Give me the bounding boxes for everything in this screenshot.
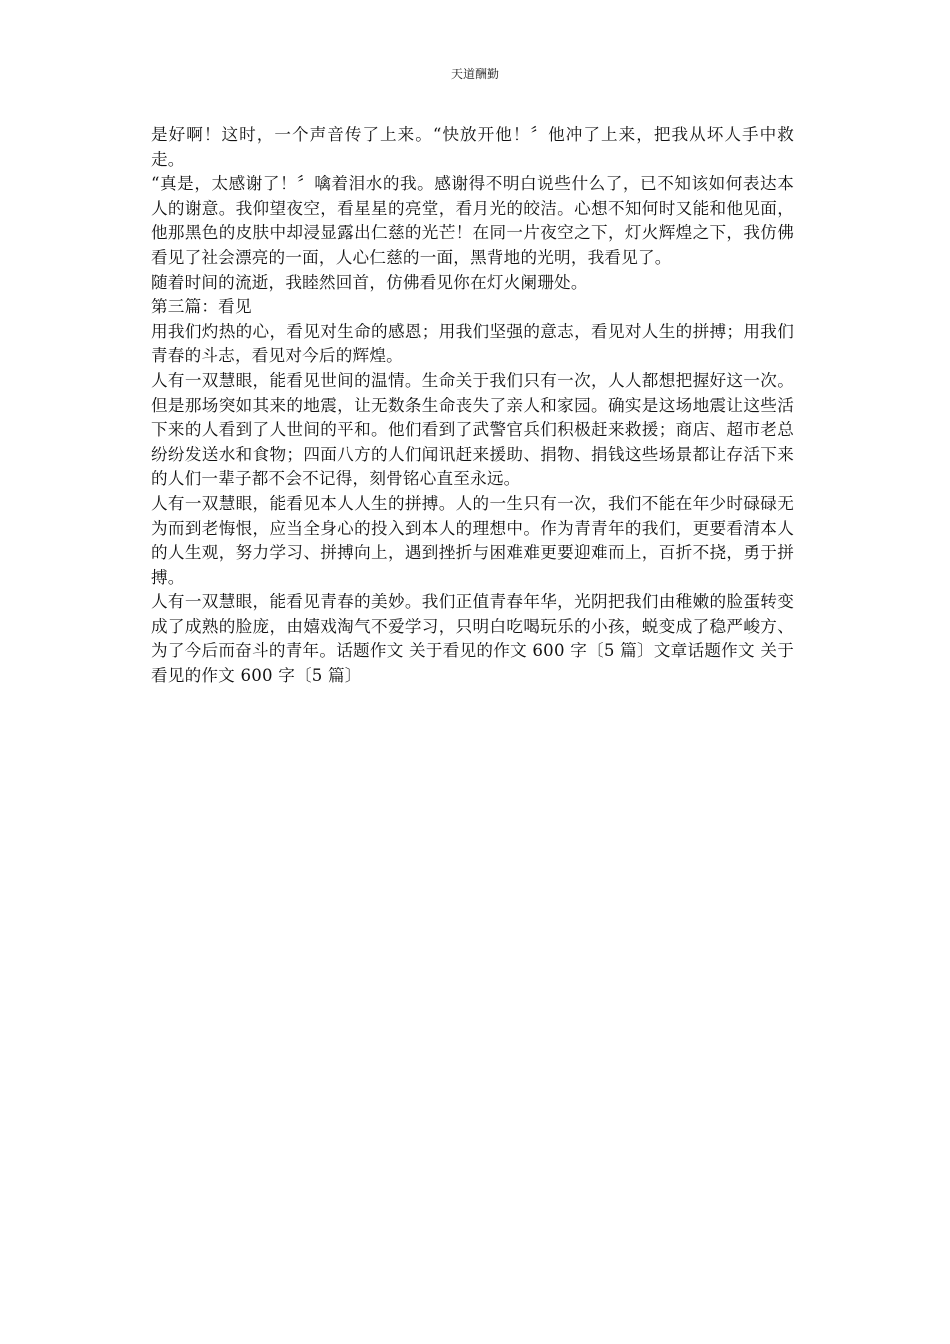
- paragraph: 用我们灼热的心，看见对生命的感恩；用我们坚强的意志，看见对人生的拼搏；用我们青春的斗志，看见对今后的辉煌。: [151, 321, 794, 366]
- page-header: 天道酬勤: [450, 67, 499, 81]
- document-body: [151, 123, 794, 689]
- paragraph: 随着时间的流逝，我睦然回首，仿佛看见你在灯火阑珊处。: [151, 272, 588, 292]
- section-heading: 第三篇：看见: [151, 297, 252, 317]
- paragraph: 人有一双慧眼，能看见青春的美妙。我们正值青春年华，光阴把我们由稚嫩的脸蛋转变成了成熟的脸庞，由嬉戏淘气不爱学习，只明白吃喝玩乐的小孩，蜕变成了稳严峻方、为了今后而奋斗的青年。话题作文 关于看见的作文 600 字〔5 篇〕文章话题作文 关于看见的作文 600 字〔5 篇〕: [151, 592, 794, 686]
- paragraph: “真是，太感谢了！〞噙着泪水的我。感谢得不明白说些什么了，已不知该如何表达本人的谢意。我仰望夜空，看星星的亮堂，看月光的皎洁。心想不知何时又能和他见面，他那黑色的皮肤中却浸显露出仁慈的光芒！在同一片夜空之下，灯火辉煌之下，我仿佛看见了社会漂亮的一面，人心仁慈的一面，黑背地的光明，我看见了。: [151, 174, 794, 267]
- paragraph: 是好啊！这时，一个声音传了上来。“快放开他！〞他冲了上来，把我从坏人手中救走。: [151, 125, 794, 169]
- paragraph: 人有一双慧眼，能看见本人人生的拼搏。人的一生只有一次，我们不能在年少时碌碌无为而到老悔恨，应当全身心的投入到本人的理想中。作为青青年的我们，更要看清本人的人生观，努力学习、拼搏向上，遇到挫折与困难难更要迎难而上，百折不挠，勇于拼搏。: [151, 493, 794, 587]
- paragraph: 人有一双慧眼，能看见世间的温情。生命关于我们只有一次，人人都想把握好这一次。但是那场突如其来的地震，让无数条生命丧失了亲人和家园。确实是这场地震让这些活下来的人看到了人世间的平和。他们看到了武警官兵们积极赶来救援；商店、超市老总纷纷发送水和食物；四面八方的人们闻讯赶来援助、捐物、捐钱这些场景都让存活下来的人们一辈子都不会不记得，刻骨铭心直至永远。: [151, 370, 794, 489]
